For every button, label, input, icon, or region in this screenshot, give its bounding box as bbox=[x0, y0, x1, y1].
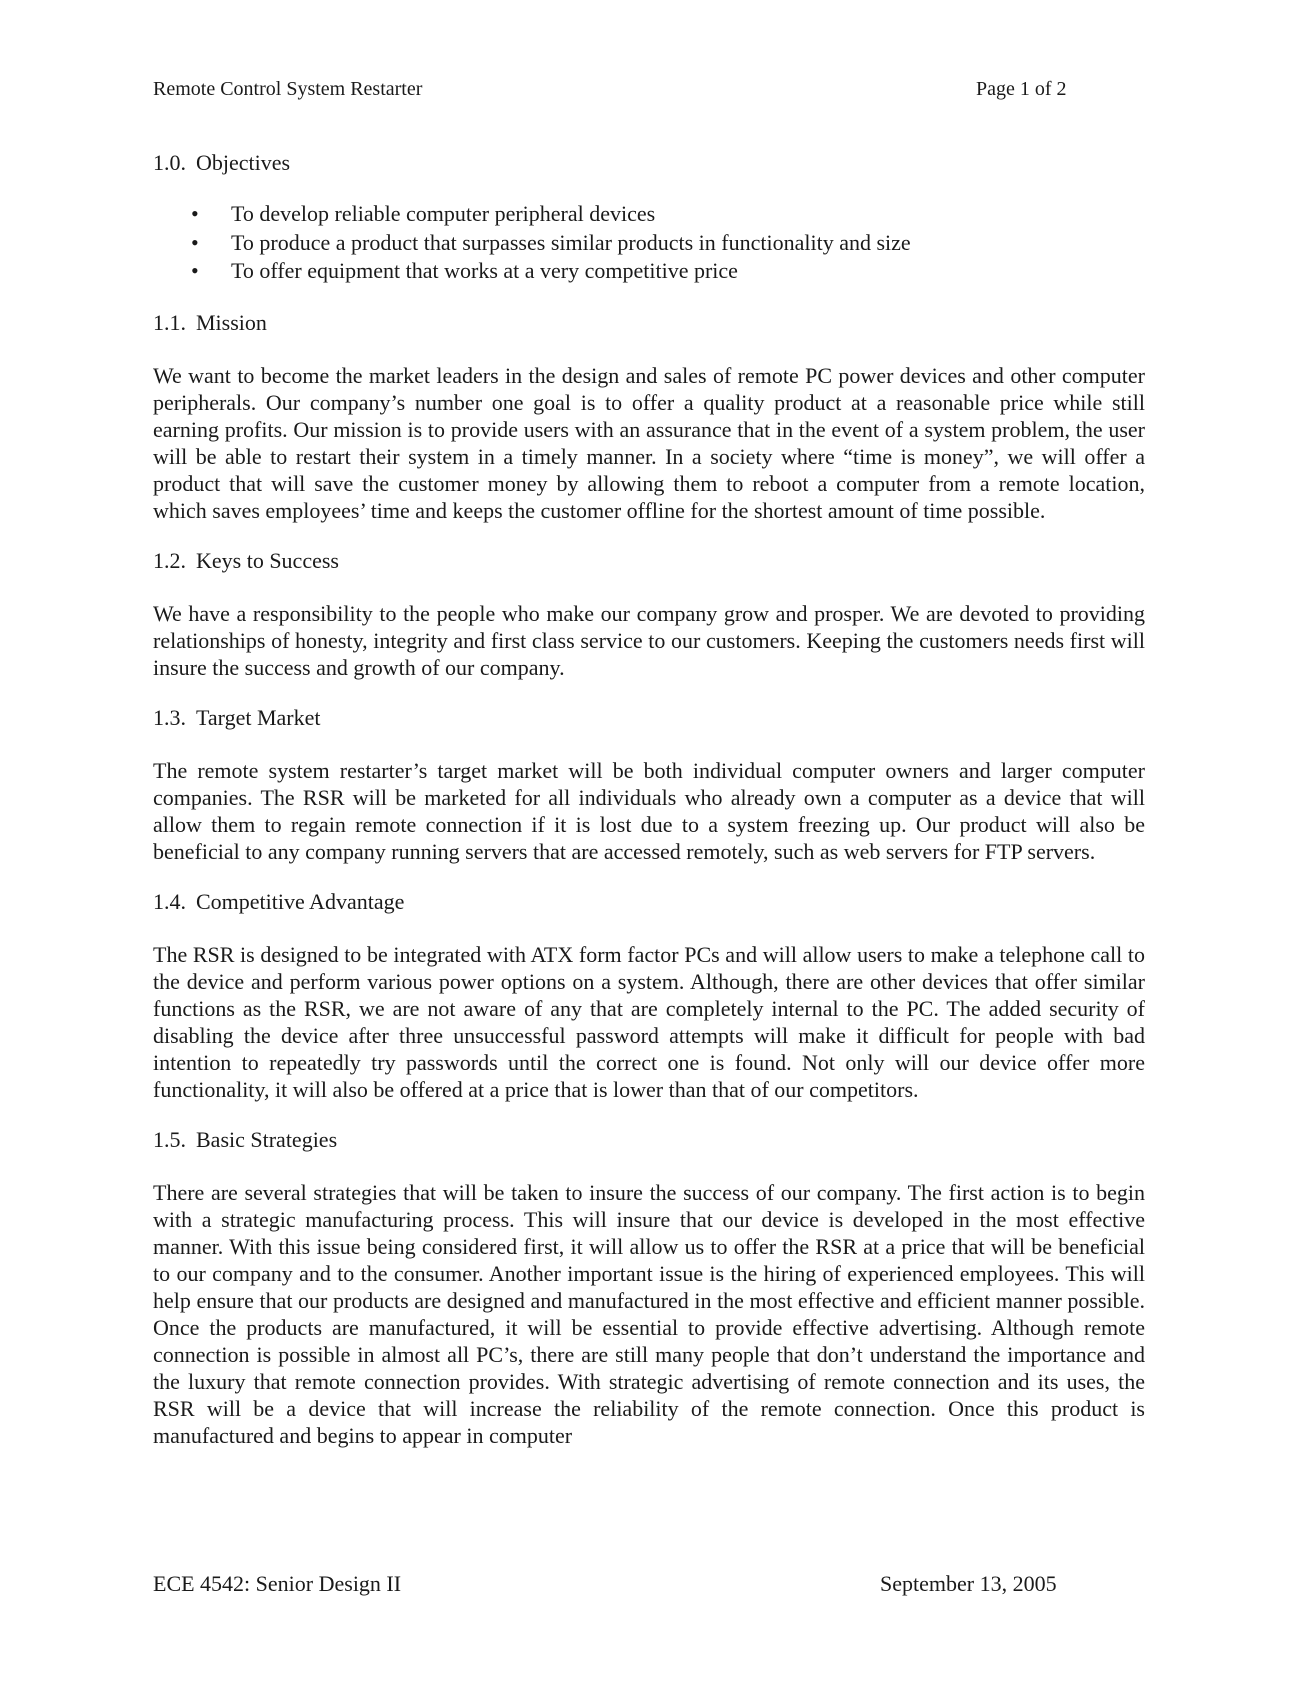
footer-date: September 13, 2005 bbox=[880, 1571, 1057, 1596]
document-body bbox=[153, 148, 1145, 1471]
list-item-text: To develop reliable computer peripheral devices bbox=[231, 201, 656, 226]
target-market-paragraph: The remote system restarter’s target market will be both individual computer owners and larger computer companies. The RSR will be marketed for all individuals who already own a computer as a device that will allow them to regain remote connection if it is lost due to a system freezing up. Our product will also be beneficial to any company running servers that are accessed remotely, such as web servers for FTP servers. bbox=[153, 757, 1145, 864]
bullet-icon: • bbox=[191, 229, 199, 255]
keys-to-success-paragraph: We have a responsibility to the people who make our company grow and prosper. We are devoted to providing relationships of honesty, integrity and first class service to our customers. Keeping the customers needs first will insure the success and growth of our company. bbox=[153, 600, 1145, 680]
footer-course: ECE 4542: Senior Design II bbox=[153, 1571, 402, 1596]
section-number: 1.5. bbox=[153, 1126, 186, 1152]
mission-paragraph: We want to become the market leaders in the design and sales of remote PC power devices and other computer peripherals. Our company’s number one goal is to offer a quality product at a reasonable price while still earning profits. Our mission is to provide users with an assurance that in the event of a system problem, the user will be able to restart their system in a timely manner. In a society where “time is money”, we will offer a product that will save the customer money by allowing them to reboot a computer from a remote location, which saves employees’ time and keeps the customer offline for the shortest amount of time possible. bbox=[153, 362, 1145, 523]
section-heading-keys-to-success bbox=[153, 546, 1145, 576]
header-page-number: Page 1 of 2 bbox=[976, 78, 1067, 100]
section-number: 1.3. bbox=[153, 704, 186, 730]
section-title: Basic Strategies bbox=[196, 1126, 338, 1152]
section-heading-objectives bbox=[153, 148, 1145, 178]
section-number: 1.1. bbox=[153, 309, 186, 335]
list-item-text: To produce a product that surpasses similar products in functionality and size bbox=[231, 229, 911, 255]
bullet-icon: • bbox=[191, 201, 199, 226]
list-item bbox=[191, 229, 1145, 258]
section-number: 1.4. bbox=[153, 888, 186, 914]
section-number: 1.0. bbox=[153, 150, 186, 175]
running-header bbox=[153, 74, 1073, 104]
section-heading-basic-strategies bbox=[153, 1125, 1145, 1155]
list-item bbox=[191, 200, 1145, 229]
basic-strategies-paragraph: There are several strategies that will be taken to insure the success of our company. The first action is to begin with a strategic manufacturing process. This will insure that our device is developed in the most effective manner. With this issue being considered first, it will allow us to offer the RSR at a price that will be beneficial to our company and to the consumer. Another important issue is the hiring of experienced employees. This will help ensure that our products are designed and manufactured in the most effective and efficient manner possible. Once the products are manufactured, it will be essential to provide effective advertising. Although remote connection is possible in almost all PC’s, there are still many people that don’t understand the importance and the luxury that remote connection provides. With strategic advertising of remote connection and its uses, the RSR will be a device that will increase the reliability of the remote connection. Once this product is manufactured and begins to appear in computer bbox=[153, 1179, 1145, 1448]
running-footer bbox=[153, 1568, 1073, 1600]
list-item-text: To offer equipment that works at a very competitive price bbox=[231, 258, 738, 283]
section-title: Keys to Success bbox=[196, 547, 339, 573]
competitive-advantage-paragraph: The RSR is designed to be integrated with ATX form factor PCs and will allow users to make a telephone call to the device and perform various power options on a system. Although, there are other devices that offer similar functions as the RSR, we are not aware of any that are completely internal to the PC. The added security of disabling the device after three unsuccessful password attempts will make it difficult for people with bad intention to repeatedly try passwords until the correct one is found. Not only will our device offer more functionality, it will also be offered at a price that is lower than that of our competitors. bbox=[153, 941, 1145, 1102]
section-title: Competitive Advantage bbox=[196, 888, 405, 914]
objectives-list bbox=[153, 200, 1145, 286]
section-heading-target-market bbox=[153, 703, 1145, 733]
section-heading-mission bbox=[153, 308, 1145, 338]
section-title: Mission bbox=[196, 309, 267, 335]
section-number: 1.2. bbox=[153, 547, 186, 573]
list-item bbox=[191, 257, 1145, 286]
section-heading-competitive-advantage bbox=[153, 887, 1145, 917]
section-title: Objectives bbox=[196, 150, 291, 175]
bullet-icon: • bbox=[191, 258, 199, 283]
header-title: Remote Control System Restarter bbox=[153, 78, 423, 100]
section-title: Target Market bbox=[196, 704, 321, 730]
